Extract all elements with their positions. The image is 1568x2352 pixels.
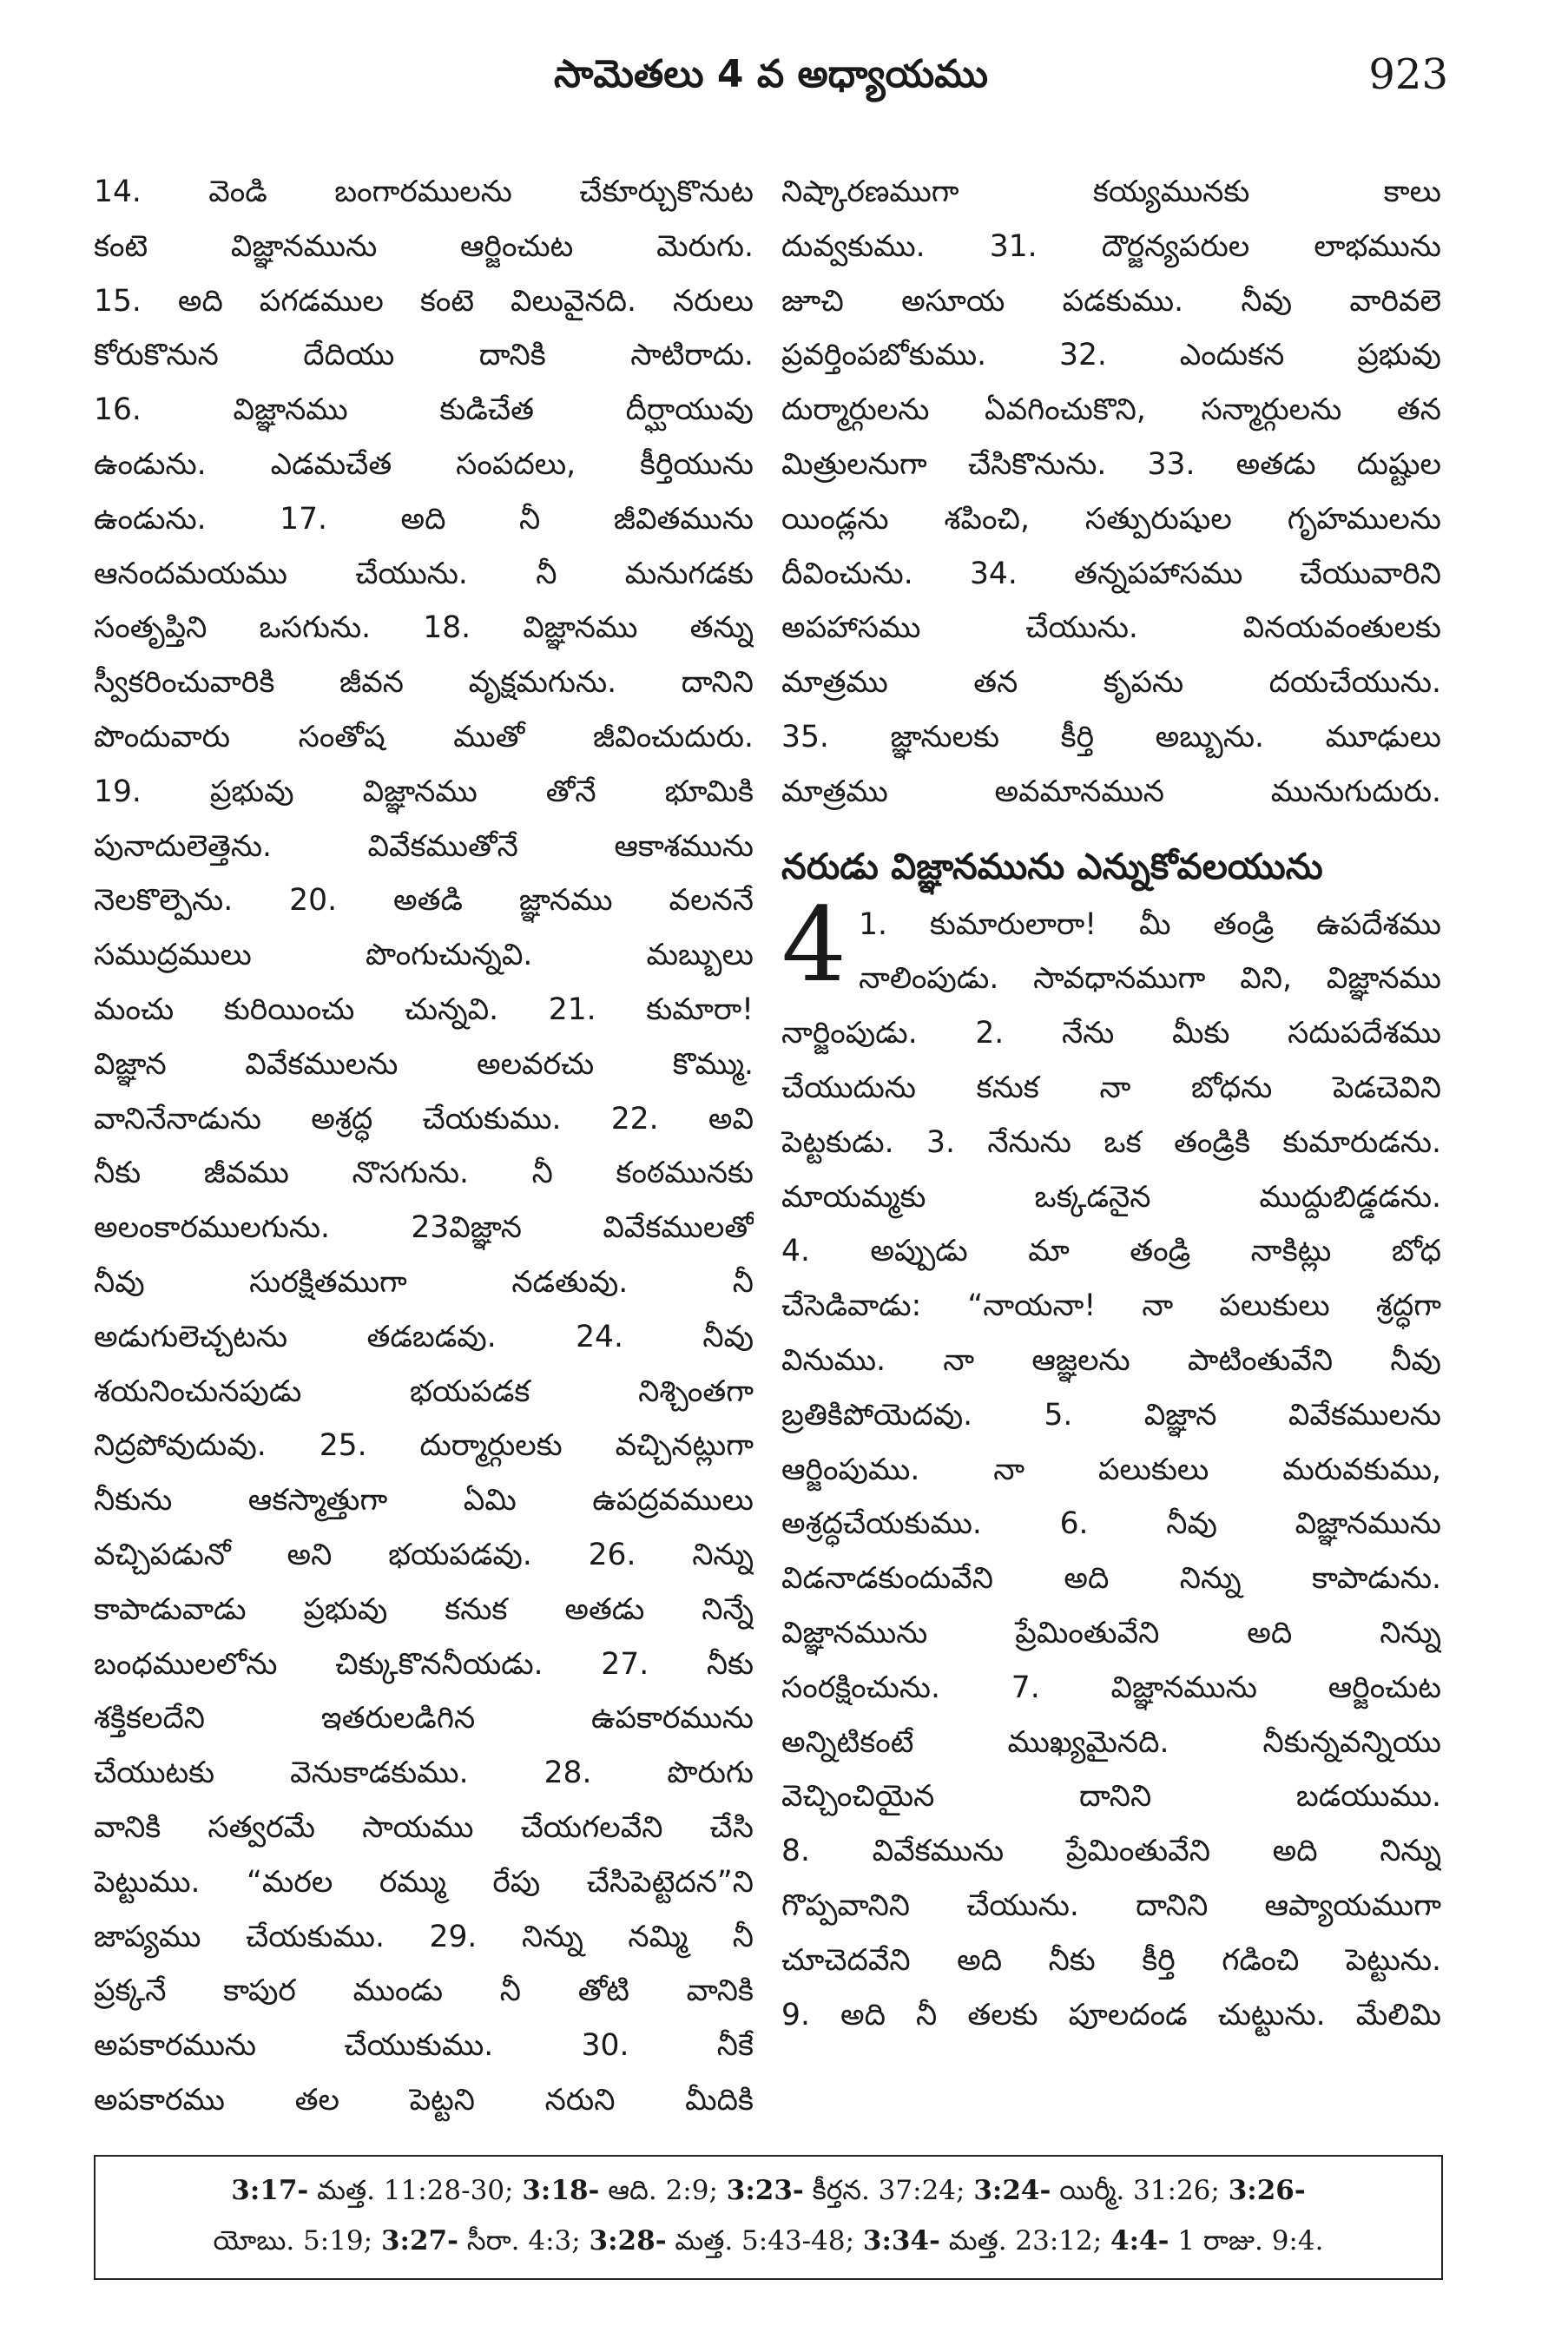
text-line: నీకు జీవము నొసగును. నీ కంఠమునకు: [94, 1156, 754, 1191]
text-line: మంచు కురియించు చున్నవి. 21. కుమారా!: [94, 992, 754, 1027]
reference-text: మత్త. 11:28-30;: [308, 2175, 523, 2206]
text-line: యిండ్లను శపించి, సత్పురుషుల గృహములను: [781, 501, 1441, 537]
verse-reference: 3:24-: [973, 2175, 1051, 2206]
text-line: 14. వెండి బంగారములను చేకూర్చుకొనుట: [94, 175, 754, 209]
text-line: నీకును ఆకస్మాత్తుగా ఏమి ఉపద్రవములు: [94, 1483, 754, 1519]
section-heading: నరుడు విజ్ఞానమును ఎన్నుకోవలయును: [781, 845, 1323, 887]
text-line: దుర్మార్గులను ఏవగించుకొని, సన్మార్గులను తన: [781, 392, 1441, 428]
left-column: [94, 165, 754, 2127]
text-line: మాయమ్మకు ఒక్కడనైన ముద్దుబిడ్డడను.: [781, 1179, 1441, 1215]
text-line: చూచెదవేని అది నీకు కీర్తి గడించి పెట్టును.: [781, 1942, 1441, 1978]
reference-text: కీర్తన. 37:24;: [803, 2175, 974, 2206]
text-line: అపహాసము చేయును. వినయవంతులకు: [781, 610, 1441, 646]
text-line: పునాదులెత్తెను. వివేకముతోనే ఆకాశమును: [94, 828, 754, 864]
text-line: దువ్వకుము. 31. దౌర్జన్యపరుల లాభమును: [781, 228, 1441, 264]
text-line: 19. ప్రభువు విజ్ఞానము తోనే భూమికి: [94, 774, 754, 809]
text-line: 8. వివేకమును ప్రేమింతువేని అది నిన్ను: [781, 1834, 1441, 1869]
text-line: బంధములలోను చిక్కుకొననీయడు. 27. నీకు: [94, 1646, 754, 1682]
text-line: జూచి అసూయ పడకుము. నీవు వారివలె: [781, 283, 1441, 319]
text-line: నిష్కారణముగా కయ్యమునకు కాలు: [781, 175, 1441, 209]
text-line: ఉండును. 17. అది నీ జీవితమును: [94, 501, 754, 537]
cross-reference-line: [109, 2165, 1427, 2216]
text-line: 15. అది పగడముల కంటె విలువైనది. నరులు: [94, 283, 754, 319]
text-line: 9. అది నీ తలకు పూలదండ చుట్టును. మేలిమి: [781, 1997, 1441, 2032]
text-line: పెట్టకుడు. 3. నేనును ఒక తండ్రికి కుమారుడను.: [781, 1124, 1441, 1160]
cross-reference-box: [94, 2155, 1443, 2280]
text-line: విజ్ఞానమును ప్రేమింతువేని అది నిన్ను: [781, 1615, 1441, 1650]
text-line: పెట్టుము. “మరల రమ్ము రేపు చేసిపెట్టెదన”ని: [94, 1864, 754, 1900]
text-line: జాప్యము చేయకుము. 29. నిన్ను నమ్మి నీ: [94, 1919, 754, 1954]
text-line: స్వీకరించువారికి జీవన వృక్షమగును. దానిని: [94, 665, 754, 701]
text-line: ఆనందమయము చేయును. నీ మనుగడకు: [94, 556, 754, 591]
verse-reference: 3:26-: [1228, 2175, 1306, 2206]
reference-text: యిర్మీ. 31:26;: [1051, 2175, 1229, 2206]
text-line: అలంకారములగును. 23విజ్ఞాన వివేకములతో: [94, 1210, 754, 1246]
text-line: ప్రవర్తింపబోకుము. 32. ఎందుకన ప్రభువు: [781, 338, 1441, 373]
text-line: అపకారము తల పెట్టని నరుని మీదికి: [94, 2082, 754, 2118]
verse-reference: 3:23-: [726, 2175, 804, 2206]
text-line: కోరుకొనున దేదియు దానికి సాటిరాదు.: [94, 338, 754, 373]
text-line: 4. అప్పుడు మా తండ్రి నాకిట్లు బోధ: [781, 1234, 1441, 1269]
text-line: వానికి సత్వరమే సాయము చేయగలవేని చేసి: [94, 1809, 754, 1845]
text-line: మాత్రము అవమానమున మునుగుదురు.: [781, 774, 1441, 809]
reference-text: మత్త. 5:43-48;: [666, 2225, 863, 2256]
text-line: కాపాడువాడు ప్రభువు కనుక అతడు నిన్నే: [94, 1591, 754, 1627]
reference-text: యోబు. 5:19;: [213, 2225, 381, 2256]
text-line: చేయుటకు వెనుకాడకుము. 28. పొరుగు: [94, 1756, 754, 1791]
text-line: ఉండును. ఎడమచేత సంపదలు, కీర్తియును: [94, 446, 754, 482]
text-line: శక్తికలదేని ఇతరులడిగిన ఉపకారమును: [94, 1701, 754, 1736]
text-line: వచ్చిపడునో అని భయపడవు. 26. నిన్ను: [94, 1537, 754, 1572]
text-line: 1. కుమారులారా! మీ తండ్రి ఉపదేశము: [859, 906, 1441, 942]
text-line: అన్నిటికంటే ముఖ్యమైనది. నీకున్నవన్నియు: [781, 1724, 1441, 1760]
text-line: 35. జ్ఞానులకు కీర్తి అబ్బును. మూఢులు: [781, 719, 1441, 754]
reference-text: ఆది. 2:9;: [599, 2175, 727, 2206]
right-column-verses: [781, 165, 1441, 820]
cross-reference-line: [109, 2216, 1427, 2266]
text-line: వానినేనాడును అశ్రద్ధ చేయకుము. 22. అవి: [94, 1101, 754, 1136]
verse-reference: 4:4-: [1110, 2225, 1169, 2256]
chapter-opening-lines: [781, 884, 1441, 1007]
text-line: ప్రక్కనే కాపుర ముండు నీ తోటి వానికి: [94, 1973, 754, 2009]
text-line: కంటె విజ్ఞానమును ఆర్జించుట మెరుగు.: [94, 228, 754, 264]
right-column: [781, 165, 1441, 2127]
verse-reference: 3:34-: [862, 2225, 940, 2256]
chapter-block: [781, 884, 1441, 1007]
text-line: శయనించునపుడు భయపడక నిశ్చింతగా: [94, 1374, 754, 1409]
running-head-title: సామెతలు 4 వ అధ్యాయము: [554, 52, 988, 96]
reference-text: సీరా. 4:3;: [458, 2225, 590, 2256]
verse-reference: 3:28-: [589, 2225, 667, 2256]
verse-reference: 3:27-: [380, 2225, 458, 2256]
text-line: నార్జింపుడు. 2. నేను మీకు సదుపదేశము: [781, 1016, 1441, 1051]
text-line: ఆర్జింపుము. నా పలుకులు మరువకుము,: [781, 1452, 1441, 1487]
text-line: విడనాడకుందువేని అది నిన్ను కాపాడును.: [781, 1561, 1441, 1597]
text-line: సంతృప్తిని ఒసగును. 18. విజ్ఞానము తన్ను: [94, 610, 754, 646]
text-line: బ్రతికిపోయెదవు. 5. విజ్ఞాన వివేకములను: [781, 1397, 1441, 1433]
text-line: అపకారమును చేయుకుము. 30. నీకే: [94, 2028, 754, 2064]
text-line: నాలింపుడు. సావధానముగా విని, విజ్ఞానము: [859, 961, 1441, 997]
text-line: గొప్పవానిని చేయును. దానిని ఆప్యాయముగా: [781, 1888, 1441, 1923]
text-line: సముద్రములు పొంగుచున్నవి. మబ్బులు: [94, 938, 754, 973]
reference-text: మత్త. 23:12;: [939, 2225, 1111, 2256]
text-line: నెలకొల్పెను. 20. అతడి జ్ఞానము వలననే: [94, 883, 754, 919]
text-line: పొందువారు సంతోష ముతో జీవించుదురు.: [94, 719, 754, 754]
text-line: వినుము. నా ఆజ్ఞలను పాటింతువేని నీవు: [781, 1342, 1441, 1378]
text-line: నిద్రపోవుదువు. 25. దుర్మార్గులకు వచ్చినట్లుగా: [94, 1428, 754, 1464]
text-line: చేయుదును కనుక నా బోధను పెడచెవిని: [781, 1070, 1441, 1105]
verse-reference: 3:18-: [522, 2175, 600, 2206]
verse-reference: 3:17-: [231, 2175, 309, 2206]
text-line: నీవు సురక్షితముగా నడతువు. నీ: [94, 1264, 754, 1300]
reference-text: 1 రాజు. 9:4.: [1169, 2225, 1324, 2256]
text-line: చేసెడివాడు: “నాయనా! నా పలుకులు శ్రద్ధగా: [781, 1288, 1441, 1324]
text-line: అశ్రద్ధచేయకుము. 6. నీవు విజ్ఞానమును: [781, 1506, 1441, 1542]
page-number: 923: [1368, 50, 1448, 99]
chapter-number: 4: [781, 884, 847, 1005]
page-header: [94, 47, 1448, 116]
text-line: మిత్రులనుగా చేసికొనును. 33. అతడు దుష్టుల: [781, 446, 1441, 482]
text-line: మాత్రము తన కృపను దయచేయును.: [781, 665, 1441, 701]
text-line: సంరక్షించును. 7. విజ్ఞానమును ఆర్జించుట: [781, 1670, 1441, 1705]
text-line: దీవించును. 34. తన్నపహాసము చేయువారిని: [781, 556, 1441, 591]
right-column-chapter-verses: [781, 1006, 1441, 2042]
text-line: అడుగులెచ్చటను తడబడవు. 24. నీవు: [94, 1319, 754, 1354]
text-line: విజ్ఞాన వివేకములను అలవరచు కొమ్ము.: [94, 1046, 754, 1082]
text-line: 16. విజ్ఞానము కుడిచేత దీర్ఘాయువు: [94, 392, 754, 428]
text-line: వెచ్చించియైన దానిని బడయుము.: [781, 1779, 1441, 1815]
